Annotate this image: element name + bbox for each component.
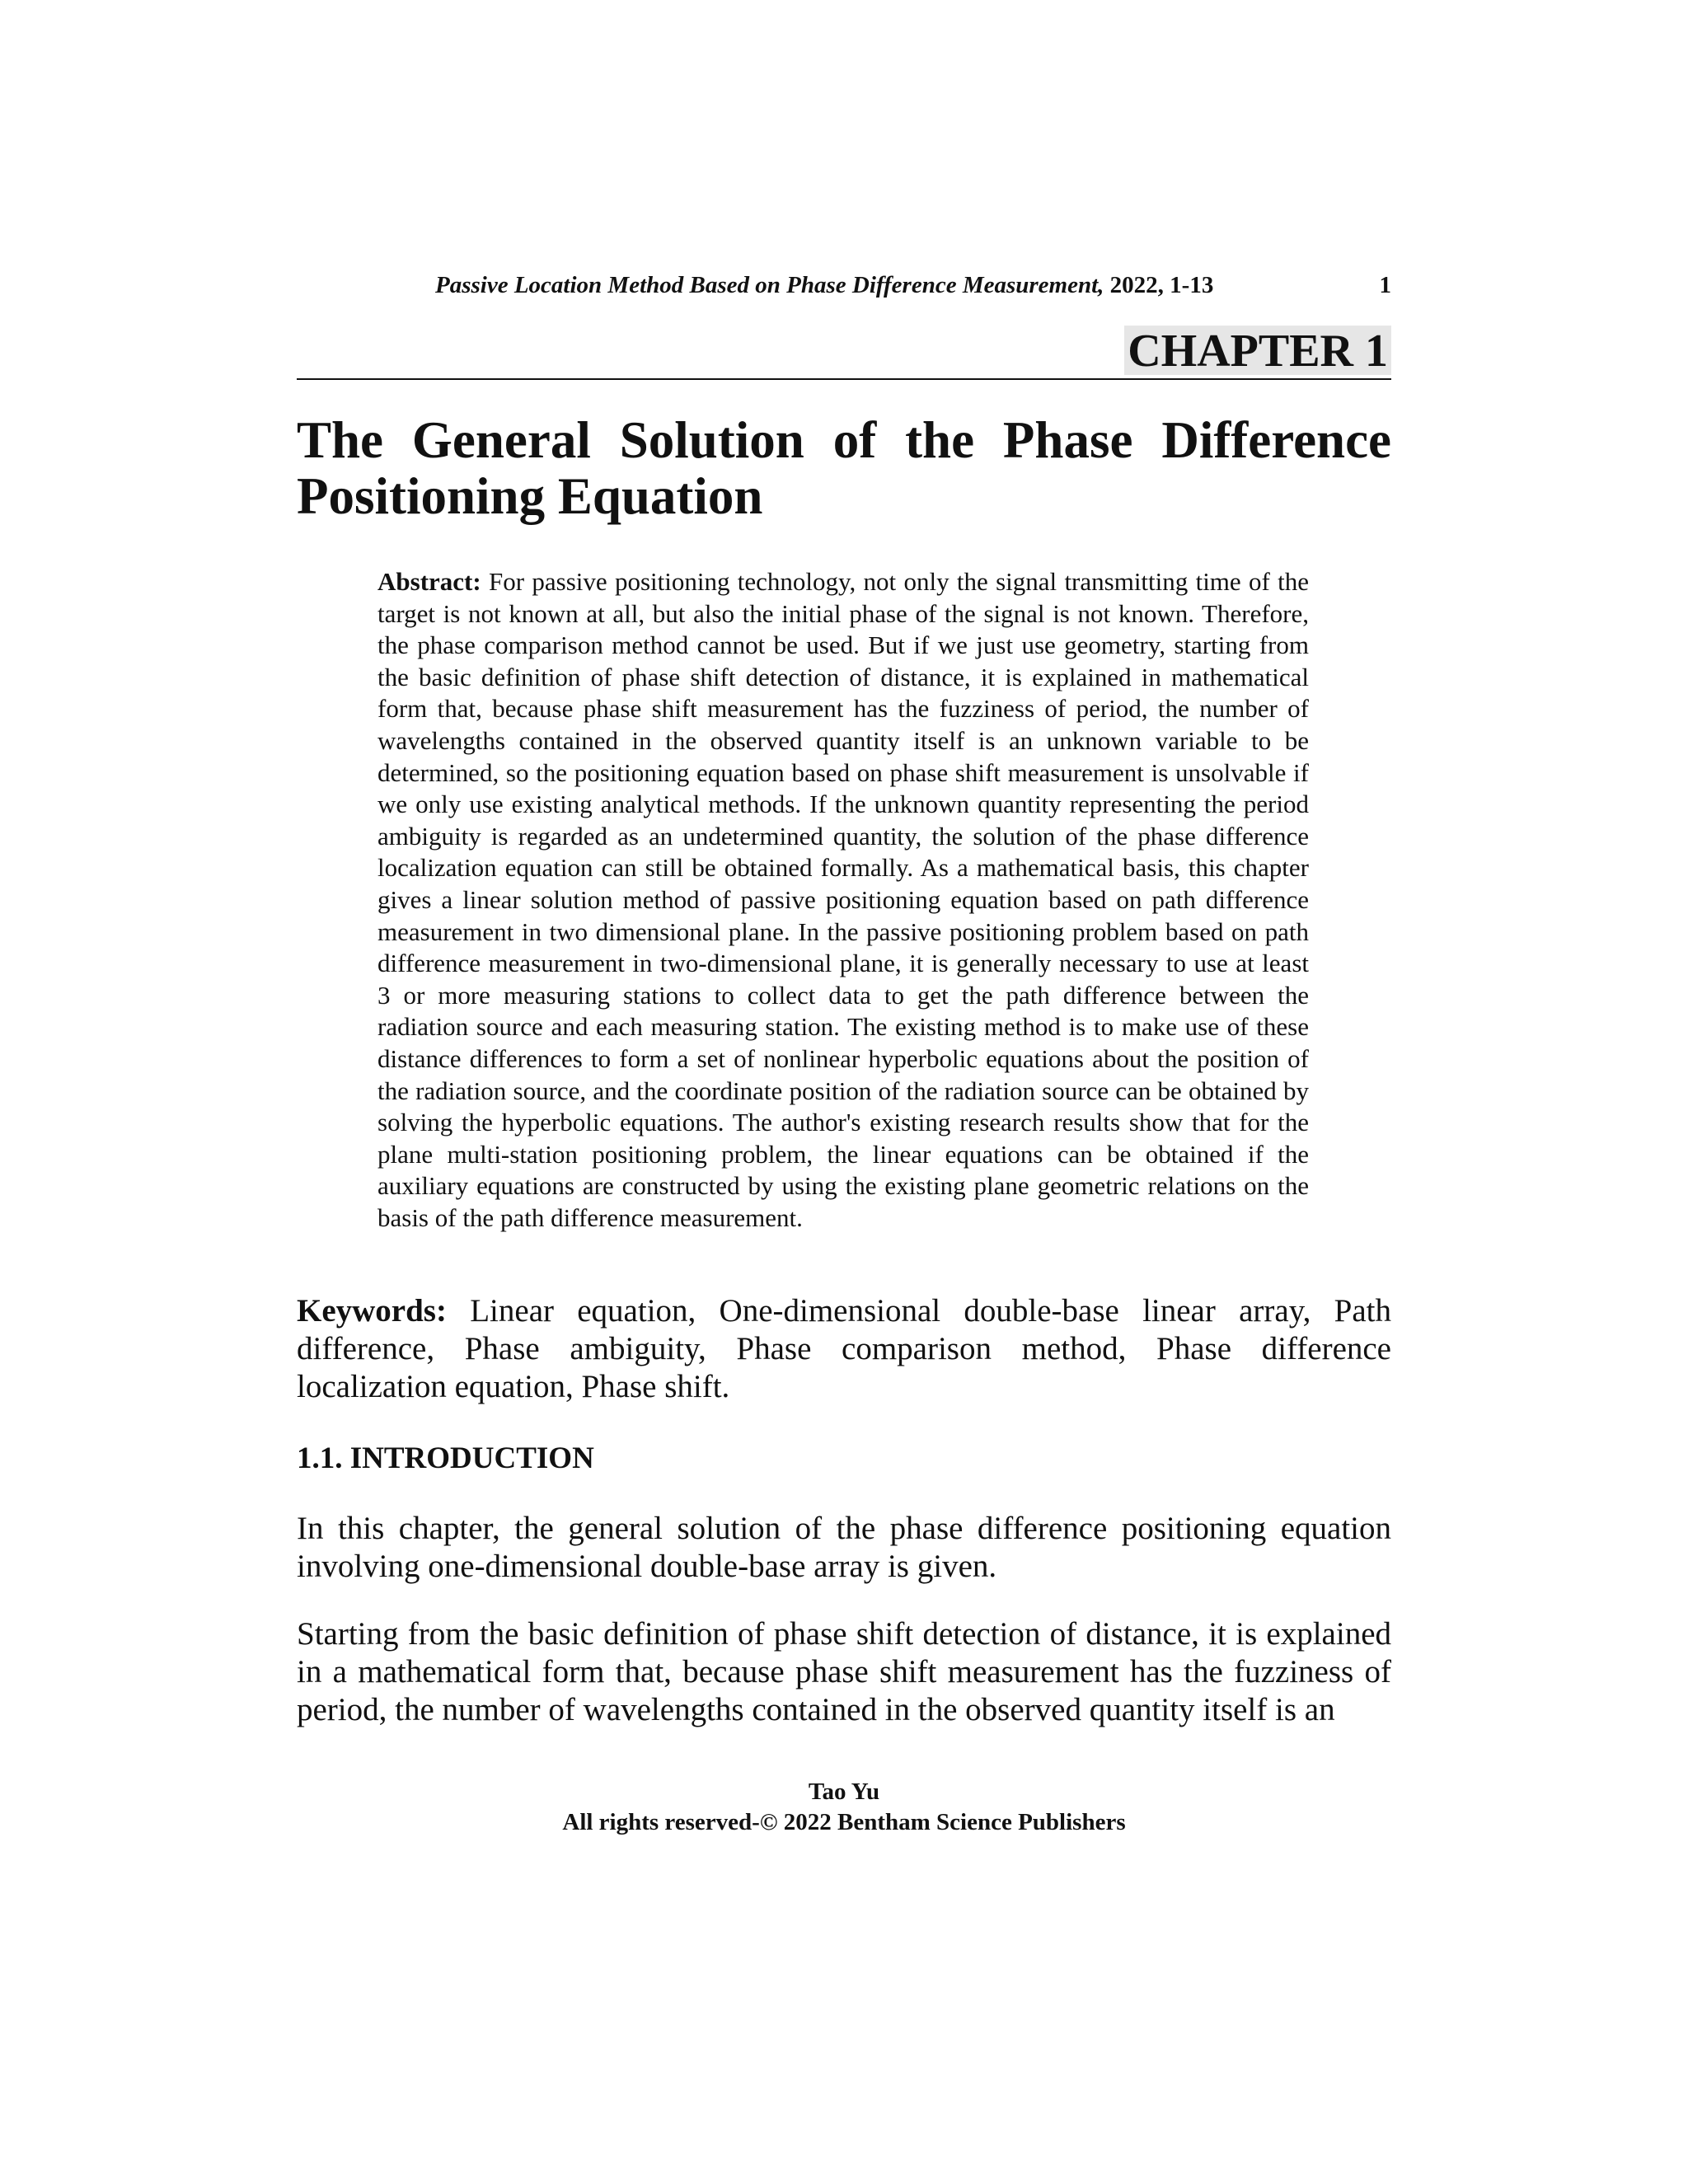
journal-title: Passive Location Method Based on Phase Difference Measurement,: [435, 272, 1104, 298]
journal-citation: [435, 272, 1213, 299]
journal-info: 2022, 1-13: [1104, 272, 1214, 298]
footer-author: Tao Yu: [808, 1779, 880, 1805]
chapter-title: The General Solution of the Phase Difference Positioning Equation: [297, 411, 1391, 525]
keywords-label: Keywords:: [297, 1293, 447, 1329]
abstract: [377, 566, 1309, 1234]
keywords-text: Linear equation, One-dimensional double-base linear array, Path difference, Phase ambiguity, Phase comparison method, Phase difference localization equation, Phase shift.: [297, 1293, 1391, 1404]
keywords: [297, 1292, 1391, 1406]
abstract-text: For passive positioning technology, not only the signal transmitting time of the target is not known at all, but also the initial phase of the signal is not known. Therefore, the phase comparison method cannot be used. But if we just use geometry, starting from the basic definition of phase shift detection of distance, it is explained in mathematical form that, because phase shift measurement has the fuzziness of period, the number of wavelengths contained in the observed quantity itself is an unknown variable to be determined, so the positioning equation based on phase shift measurement is unsolvable if we only use existing analytical methods. If the unknown quantity representing the period ambiguity is regarded as an undetermined quantity, the solution of the phase difference localization equation can still be obtained formally. As a mathematical basis, this chapter gives a linear solution method of passive positioning equation based on path difference measurement in two dimensional plane. In the passive positioning problem based on path difference measurement in two-dimensional plane, it is generally necessary to use at least 3 or more measuring stations to collect data to get the path difference between the radiation source and each measuring station. The existing method is to make use of these distance differences to form a set of nonlinear hyperbolic equations about the position of the radiation source, and the coordinate position of the radiation source can be obtained by solving the hyperbolic equations. The author's existing research results show that for the plane multi-station positioning problem, the linear equations can be obtained if the auxiliary equations are constructed by using the existing plane geometric relations on the basis of the path difference measurement.: [377, 567, 1309, 1232]
footer-copyright: All rights reserved-© 2022 Bentham Science Publishers: [562, 1809, 1126, 1835]
section-heading: 1.1. INTRODUCTION: [297, 1441, 594, 1475]
body-paragraph: Starting from the basic definition of phase shift detection of distance, it is explained in a mathematical form that, because phase shift measurement has the fuzziness of period, the number of wavelengths contained in the observed quantity itself is an: [297, 1616, 1391, 1727]
page-number: 1: [1379, 272, 1391, 298]
body-paragraph: In this chapter, the general solution of the phase difference positioning equation involving one-dimensional double-base array is given.: [297, 1511, 1391, 1584]
running-header: [297, 272, 1391, 305]
abstract-label: Abstract:: [377, 567, 481, 596]
chapter-divider: [297, 378, 1391, 380]
chapter-label: CHAPTER 1: [1124, 326, 1391, 375]
